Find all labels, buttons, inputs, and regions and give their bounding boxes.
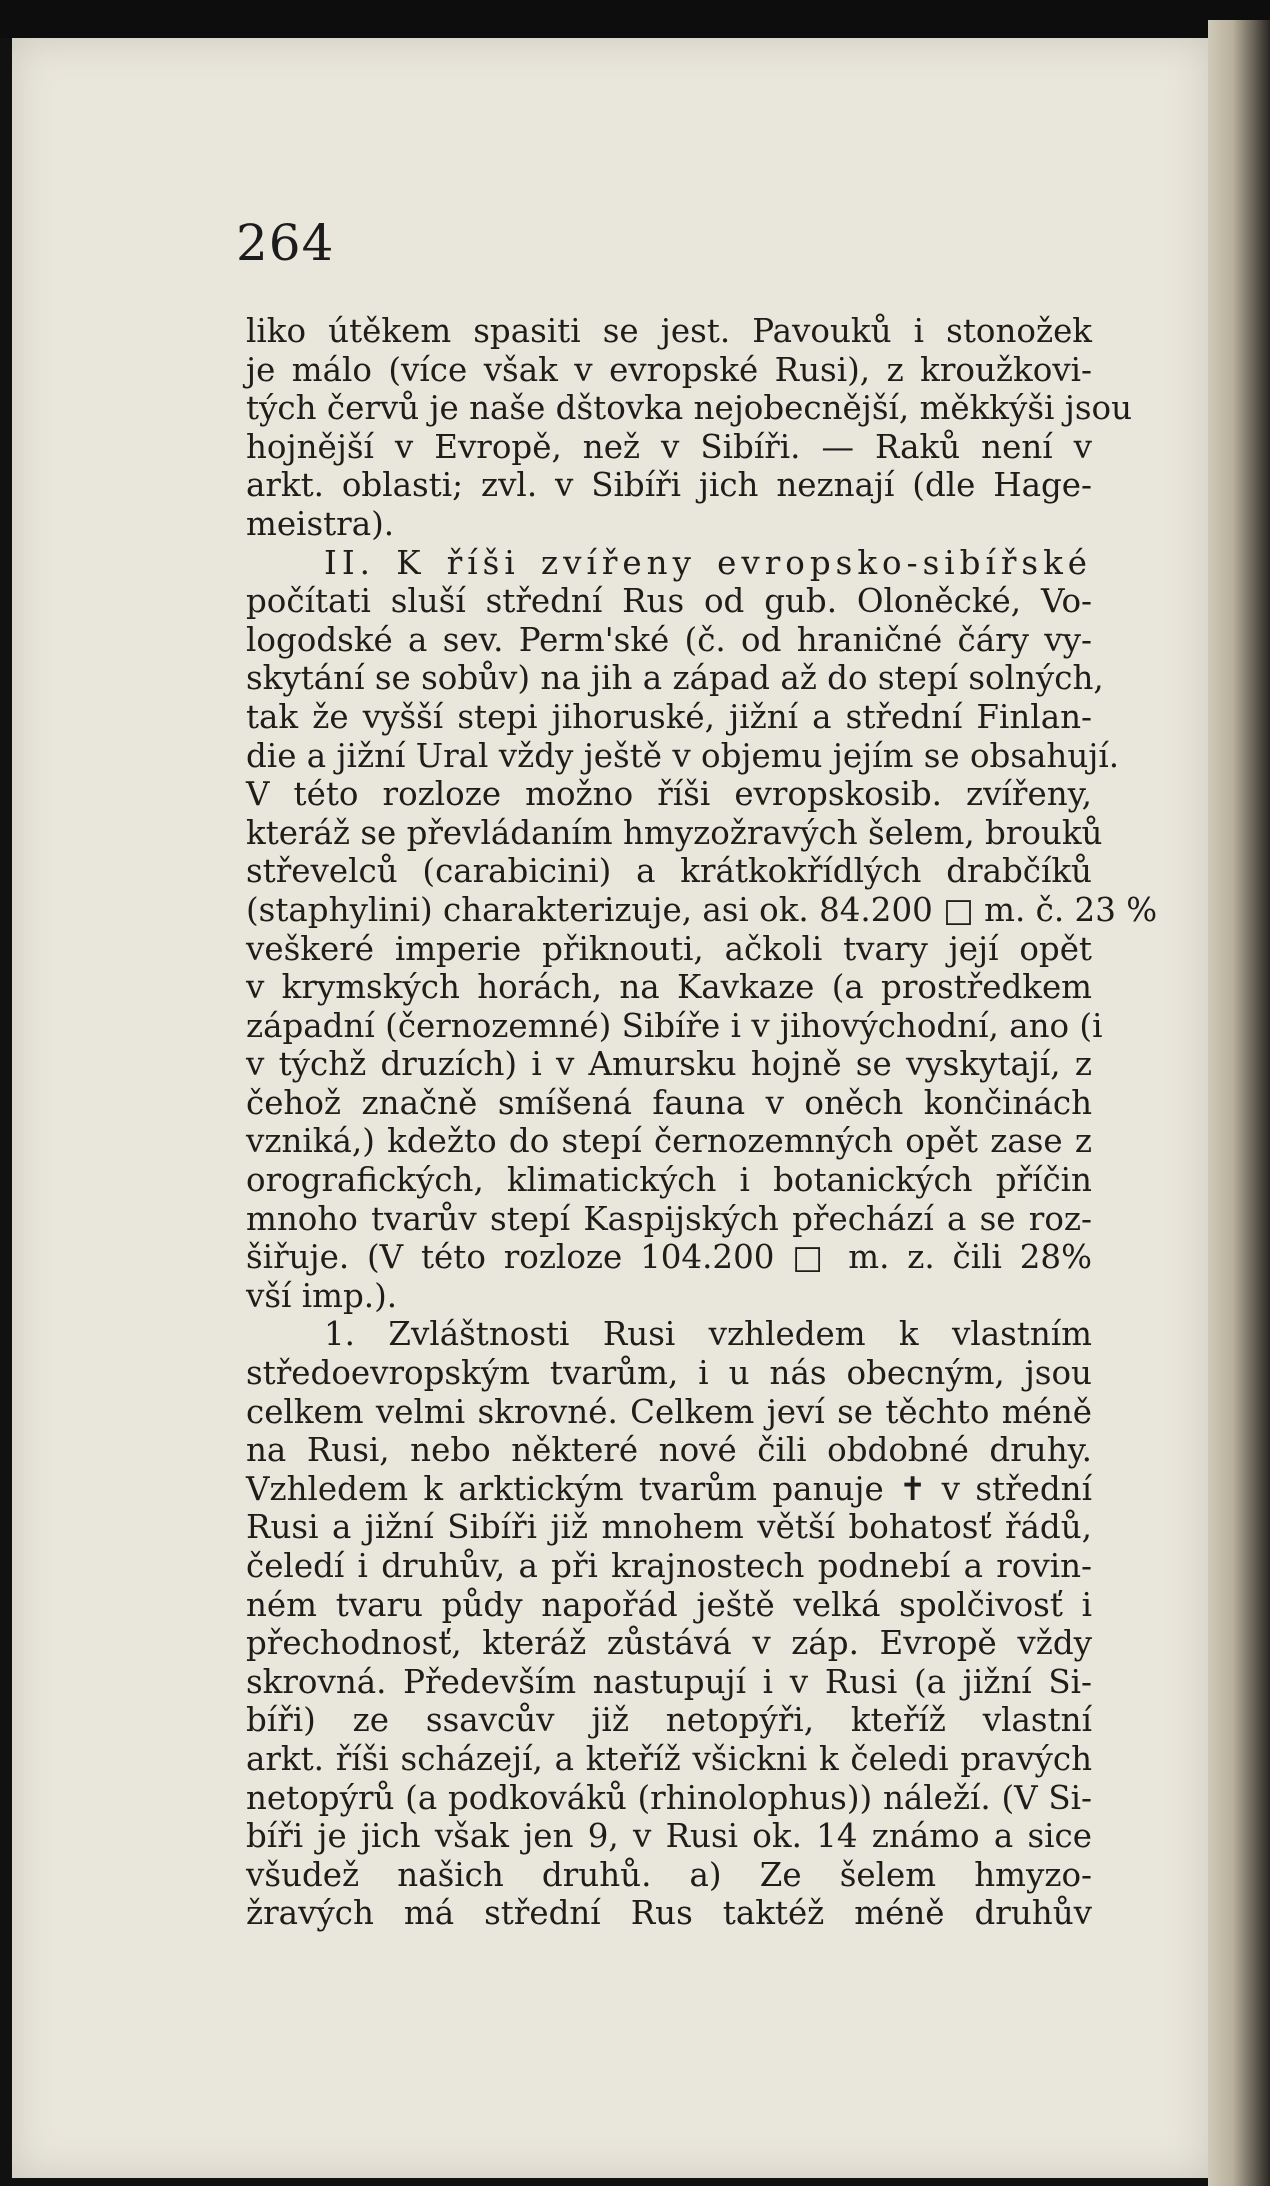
- text-line: arkt. oblasti; zvl. v Sibíři jich neznají (dle Hage-: [246, 466, 1092, 505]
- text-line: celkem velmi skrovné. Celkem jeví se těchto méně: [246, 1392, 1092, 1431]
- text-line: 1. Zvláštnosti Rusi vzhledem k vlastním: [324, 1315, 1092, 1354]
- text-line: střevelců (carabicini) a krátkokřídlých drabčíků: [246, 852, 1092, 891]
- text-line: západní (černozemné) Sibíře i v jihovýchodní, ano (i: [246, 1006, 1103, 1045]
- text-line: ném tvaru půdy napořád ještě velká spolčivosť i: [246, 1585, 1092, 1624]
- text-line: orografických, klimatických i botanických příčin: [246, 1161, 1092, 1200]
- text-line: liko útěkem spasiti se jest. Pavouků i stonožek: [246, 312, 1092, 350]
- text-line: vší imp.).: [246, 1276, 398, 1315]
- text-line: Rusi a jižní Sibíři již mnohem větší bohatosť řádů,: [246, 1508, 1092, 1547]
- text-line: v týchž druzích) i v Amursku hojně se vyskytají, z: [246, 1045, 1092, 1084]
- text-line: hojnější v Evropě, než v Sibíři. — Raků není v: [246, 427, 1092, 466]
- text-line: čehož značně smíšená fauna v oněch končinách: [246, 1083, 1092, 1122]
- text-line: je málo (více však v evropské Rusi), z kroužkovi-: [246, 350, 1092, 389]
- text-line: meistra).: [246, 504, 395, 543]
- text-line: bíři je jich však jen 9, v Rusi ok. 14 známo a sice: [246, 1817, 1092, 1856]
- text-line: kteráž se převládaním hmyzožravých šelem, brouků: [246, 813, 1103, 852]
- text-line: počítati sluší střední Rus od gub. Oloněcké, Vo-: [246, 582, 1092, 621]
- text-line: veškeré imperie přiknouti, ačkoli tvary její opět: [246, 929, 1092, 968]
- text-line: v krymských horách, na Kavkaze (a prostředkem: [246, 968, 1092, 1007]
- text-line: všudež našich druhů. a) Ze šelem hmyzo-: [246, 1855, 1092, 1894]
- text-line: šiřuje. (V této rozloze 104.200 □ m. z. čili 28%: [246, 1238, 1092, 1277]
- text-line: II. K říši zvířeny evropsko-sibířské: [324, 543, 1092, 582]
- page-number: 264: [236, 214, 335, 272]
- text-line: středoevropským tvarům, i u nás obecným, jsou: [246, 1354, 1092, 1393]
- text-line: čeledí i druhův, a při krajnostech podnebí a rovin-: [246, 1547, 1092, 1585]
- text-line: Vzhledem k arktickým tvarům panuje ✝ v střední: [246, 1469, 1092, 1508]
- text-line: netopýrů (a podkováků (rhinolophus)) náleží. (V Si-: [246, 1778, 1092, 1817]
- scan-top-border: [0, 0, 1270, 38]
- text-line: vzniká,) kdežto do stepí černozemných opět zase z: [246, 1122, 1092, 1161]
- text-line: bíři) ze ssavcův již netopýři, kteříž vlastní: [246, 1701, 1092, 1740]
- text-line: arkt. říši scházejí, a kteříž všickni k čeledi pravých: [246, 1739, 1092, 1778]
- text-line: žravých má střední Rus taktéž méně druhův: [246, 1894, 1092, 1933]
- text-line: V této rozloze možno říši evropskosib. zvířeny,: [246, 775, 1092, 814]
- text-line: tých červů je naše dštovka nejobecnější, měkkýši jsou: [246, 389, 1133, 428]
- text-line: die a jižní Ural vždy ještě v objemu jejím se obsahují.: [246, 736, 1120, 775]
- text-line: skrovná. Především nastupují i v Rusi (a jižní Si-: [246, 1662, 1092, 1701]
- text-line: logodské a sev. Perm'ské (č. od hraničné čáry vy-: [246, 620, 1092, 659]
- page-gutter-edge: [1208, 20, 1270, 2186]
- text-line: tak že vyšší stepi jihoruské, jižní a střední Finlan-: [246, 697, 1092, 736]
- text-line: na Rusi, nebo některé nové čili obdobné druhy.: [246, 1431, 1092, 1470]
- text-line: skytání se sobův) na jih a západ až do stepí solných,: [246, 659, 1104, 698]
- text-line: (staphylini) charakterizuje, asi ok. 84.200 □ m. č. 23 %: [246, 890, 1158, 929]
- text-line: mnoho tvarův stepí Kaspijských přechází a se roz-: [246, 1199, 1092, 1238]
- text-line: přechodnosť, kteráž zůstává v záp. Evropě vždy: [246, 1624, 1092, 1663]
- body-text: [246, 312, 1158, 1933]
